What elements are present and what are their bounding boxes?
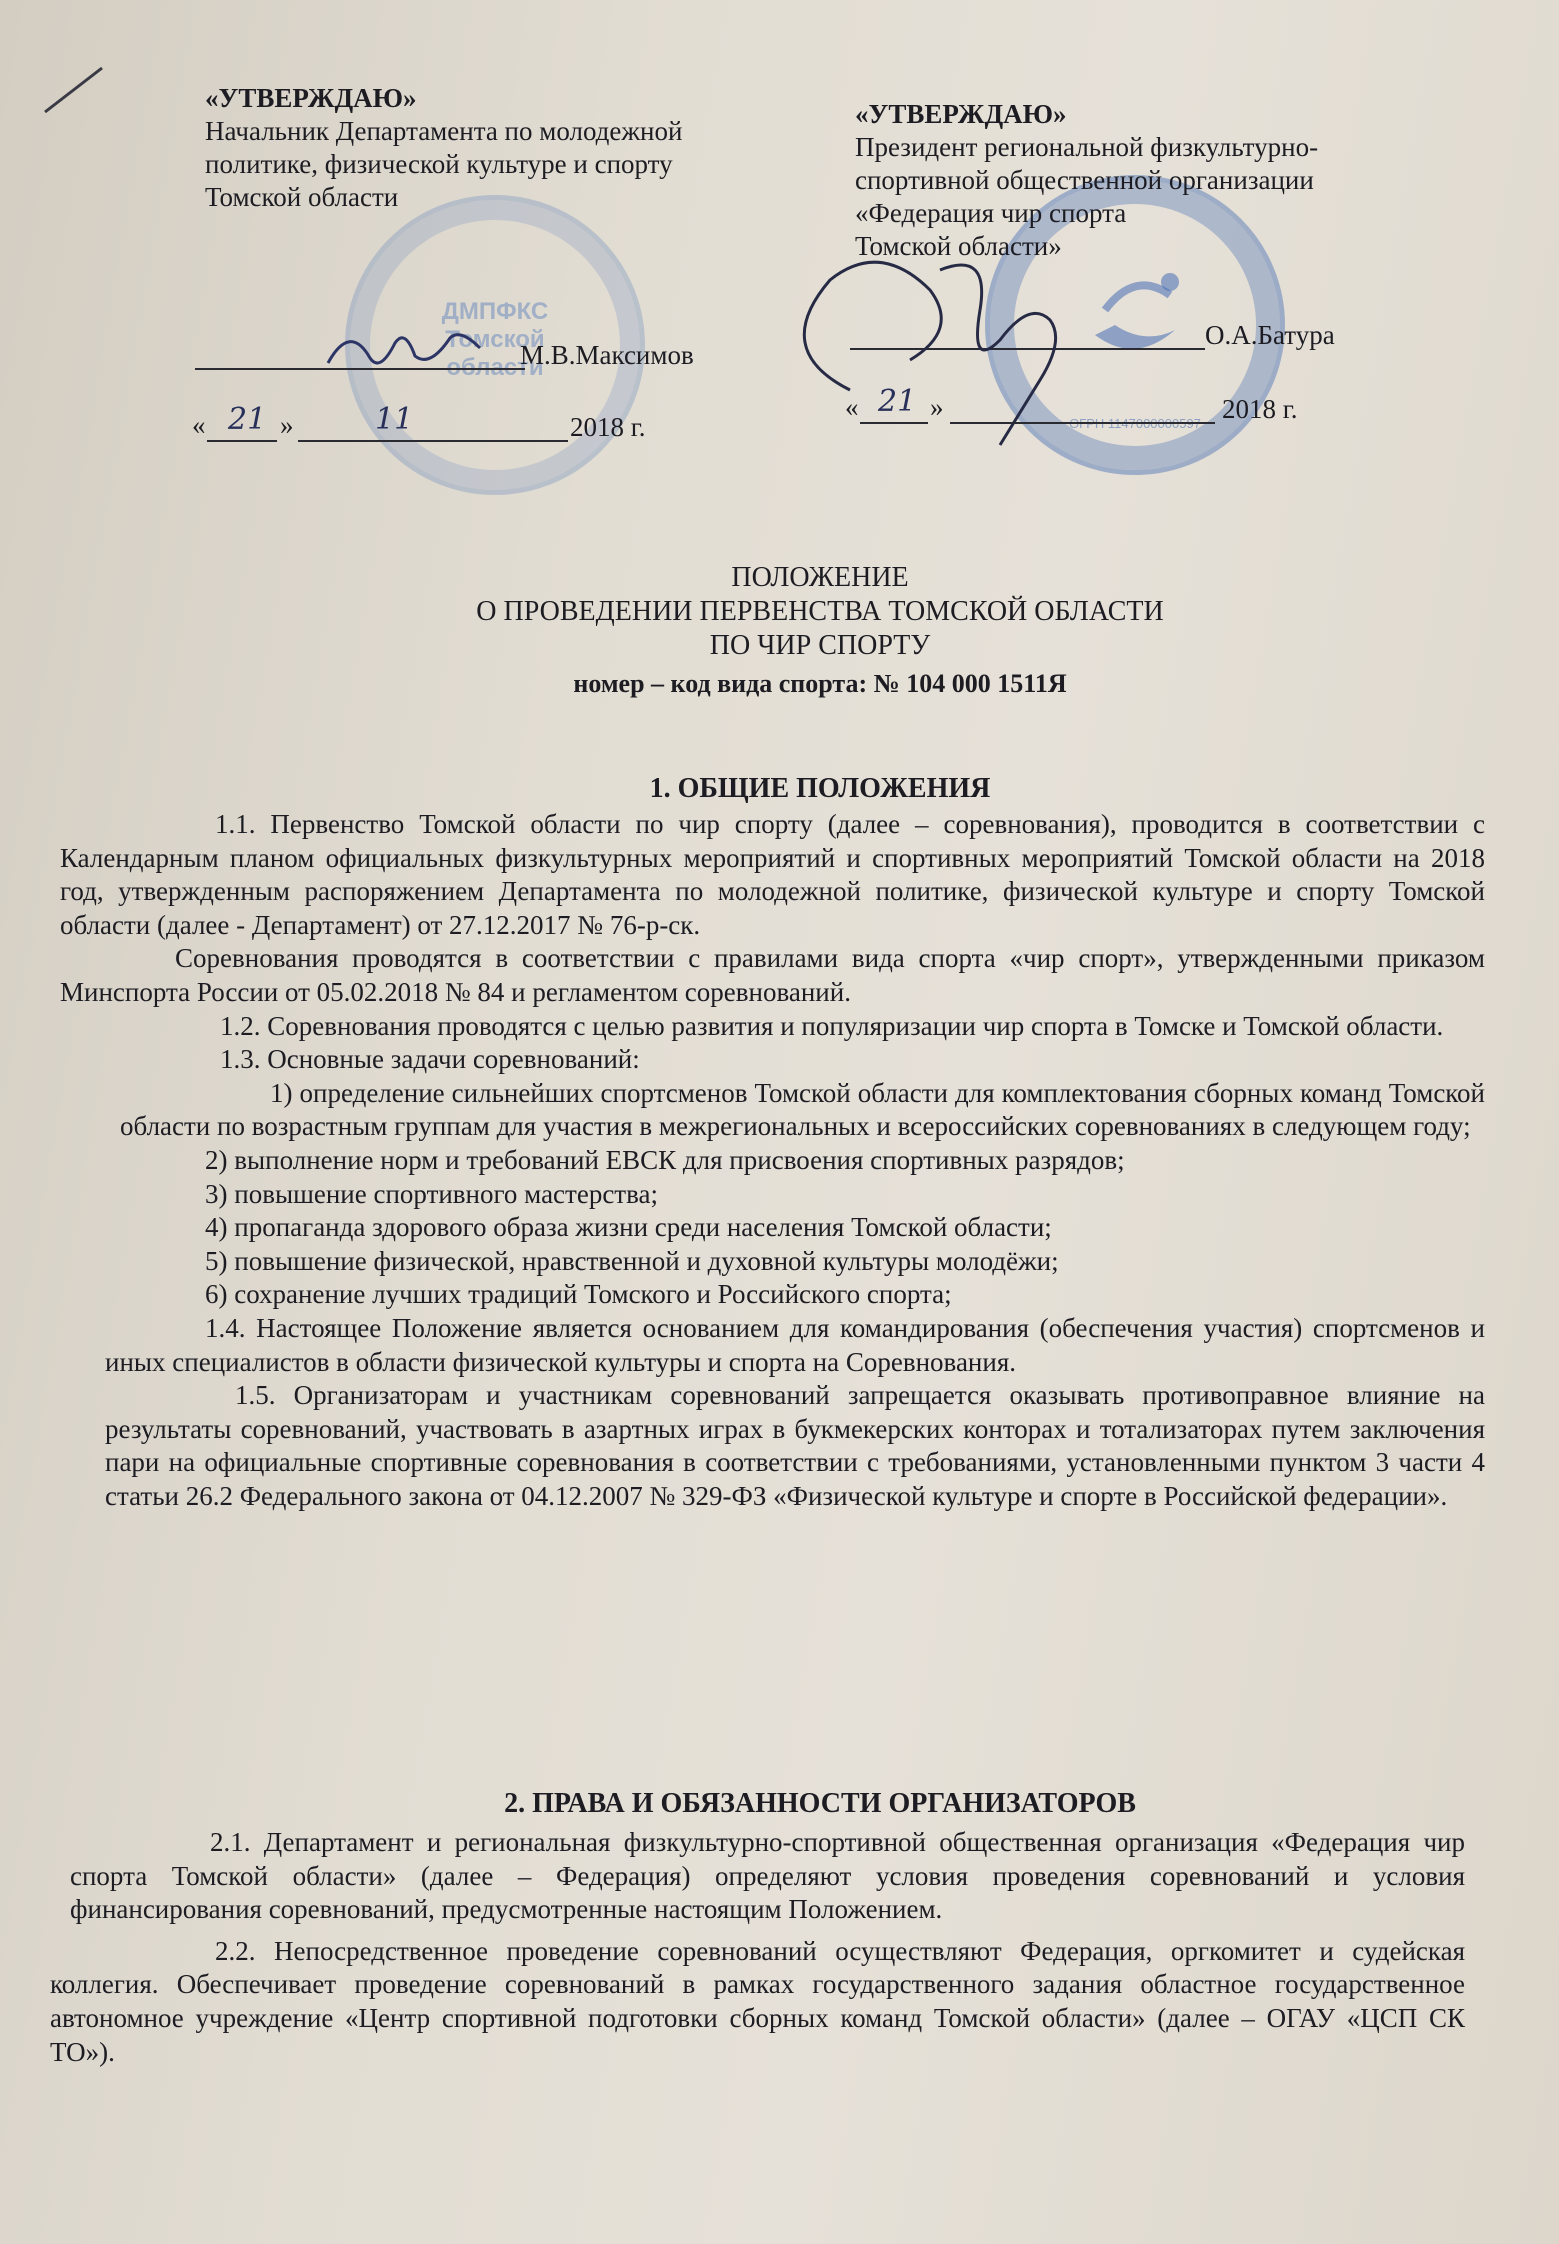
document-title-line: О ПРОВЕДЕНИИ ПЕРВЕНСТВА ТОМСКОЙ ОБЛАСТИ (476, 596, 1164, 627)
signature-right (790, 230, 1120, 450)
list-item: 5) повышение физической, нравственной и духовной культуры молодёжи; (205, 1245, 1059, 1276)
document-title-line: ПО ЧИР СПОРТУ (709, 630, 931, 661)
paragraph: 1.4. Настоящее Положение является основанием для командирования (обеспечения участия) спортсменов и иных специалистов в области физической культуры и спорта на Соревнования. (105, 1312, 1485, 1377)
federation-stamp: ОГРН 1147000000597 (985, 175, 1285, 475)
date-year-left: 2018 г. (570, 412, 646, 442)
approval-block-left (205, 82, 765, 214)
approval-line: «Федерация чир спорта (855, 198, 1127, 228)
section-heading: 2. ПРАВА И ОБЯЗАННОСТИ ОРГАНИЗАТОРОВ (504, 1788, 1136, 1819)
date-day-underline-right (860, 422, 928, 424)
paragraph: 1.3. Основные задачи соревнований: (220, 1044, 640, 1075)
signer-name-right: О.А.Батура (1205, 320, 1335, 350)
section-heading: 1. ОБЩИЕ ПОЛОЖЕНИЯ (649, 773, 991, 804)
date-month-left: 11 (375, 402, 414, 437)
approval-line: спортивной общественной организации (855, 165, 1314, 195)
approval-line: Президент региональной физкультурно- (855, 132, 1319, 162)
list-item: 3) повышение спортивного мастерства; (205, 1178, 658, 1209)
approval-line: Томской области (205, 182, 399, 212)
section-body (60, 808, 1485, 1513)
date-day-right: 21 (878, 384, 917, 419)
date-month-underline-left (298, 440, 568, 442)
list-item: 6) сохранение лучших традиций Томского и Российского спорта; (205, 1279, 952, 1310)
paragraph: 2.2. Непосредственное проведение соревнований осуществляют Федерация, оргкомитет и судейская коллегия. Обеспечивает проведение соревнований в рамках государственного задания областное государственное автономное учреждение «Центр спортивной подготовки сборных команд Томской области» (далее – ОГАУ «ЦСП СК ТО»). (50, 1935, 1465, 2067)
signature-left (320, 318, 490, 378)
paragraph: 1.1. Первенство Томской области по чир спорту (далее – соревнования), проводится в соответствии с Календарным планом официальных физкультурных мероприятий и спортивных мероприятий Томской области на 2018 год, утвержденным распоряжением Департамента по молодежной политике, физической культуре и спорту Томской области (далее - Департамент) от 27.12.2017 № 76-р-ск. (60, 809, 1485, 940)
paragraph: 1.2. Соревнования проводятся с целью развития и популяризации чир спорта в Томске и Томской области. (220, 1010, 1444, 1041)
date-year-right: 2018 г. (1222, 394, 1298, 424)
date-quote-close-left: » (280, 410, 294, 440)
list-item: 4) пропаганда здорового образа жизни среди населения Томской области; (205, 1212, 1052, 1243)
list-item: 1) определение сильнейших спортсменов Томской области для комплектования сборных команд Томской области по возрастным группам для участия в межрегиональных и всероссийских соревнованиях в следующем году; (120, 1077, 1485, 1142)
sport-code: номер – код вида спорта: № 104 000 1511Я (573, 669, 1067, 698)
date-quote-open-right: « (845, 392, 859, 422)
paragraph: 1.5. Организаторам и участникам соревнований запрещается оказывать противоправное влияние на результаты соревнований, участвовать в азартных играх в букмекерских конторах и тотализаторах путем заключения пари на официальные спортивные соревнования в соответствии с требованиями, установленными пунктом 3 части 4 статьи 26.2 Федерального закона от 04.12.2007 № 329-ФЗ «Физической культуре и спорте в Российской федерации». (105, 1380, 1485, 1511)
paragraph: 2.1. Департамент и региональная физкультурно-спортивной общественная организация «Федерация чир спорта Томской области» (далее – Федерация) определяют условия проведения соревнований и условия финансирования соревнований, предусмотренные настоящим Положением. (70, 1827, 1465, 1925)
document-title: ПОЛОЖЕНИЕ (731, 562, 909, 593)
department-stamp: ДМПФКС Томской области (345, 195, 645, 495)
date-day-left: 21 (228, 402, 267, 437)
list-item: 2) выполнение норм и требований ЕВСК для присвоения спортивных разрядов; (205, 1144, 1125, 1175)
approval-line: политике, физической культуре и спорту (205, 149, 673, 179)
approval-heading: «УТВЕРЖДАЮ» (205, 83, 417, 113)
approval-line: Начальник Департамента по молодежной (205, 116, 683, 146)
section-body (50, 1826, 1465, 2069)
signer-name-left: М.В.Максимов (520, 340, 694, 370)
approval-heading: «УТВЕРЖДАЮ» (855, 99, 1067, 129)
date-quote-close-right: » (930, 392, 944, 422)
date-month-underline-right (950, 422, 1215, 424)
approval-line: Томской области» (855, 231, 1062, 261)
paragraph: Соревнования проводятся в соответствии с правилами вида спорта «чир спорт», утвержденными приказом Минспорта России от 05.02.2018 № 84 и регламентом соревнований. (60, 943, 1485, 1007)
date-quote-open-left: « (192, 410, 206, 440)
date-day-underline-left (207, 440, 277, 442)
pen-mark (40, 60, 110, 120)
